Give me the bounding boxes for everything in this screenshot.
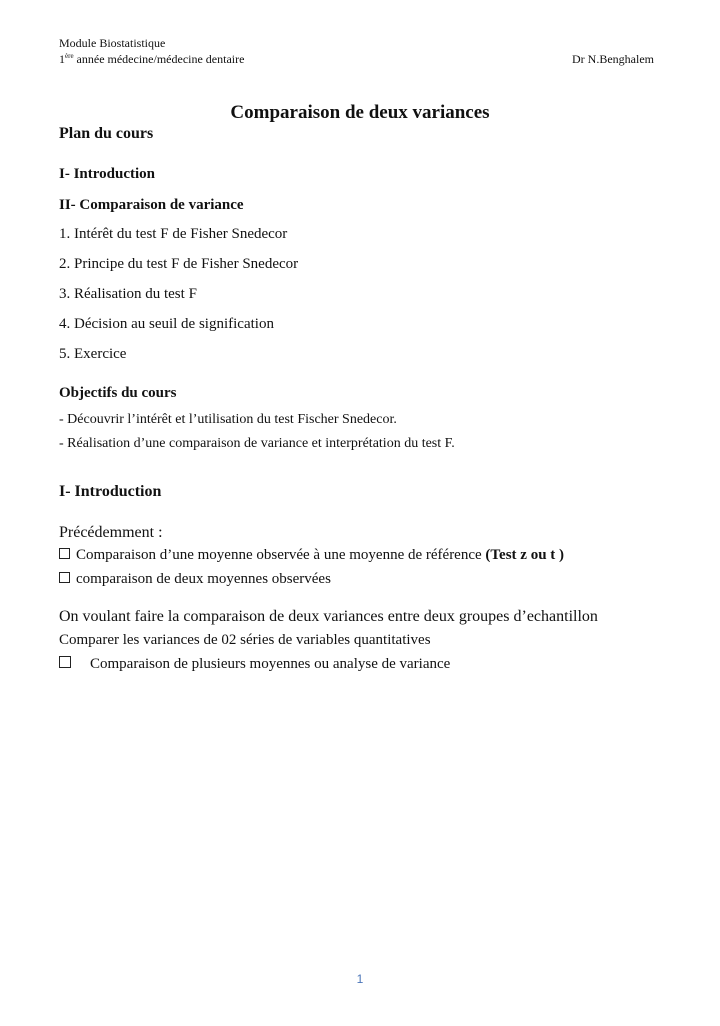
plan-item-4: 4. Décision au seuil de signification — [59, 316, 274, 332]
intro-paragraph-line-1: On voulant faire la comparaison de deux variances entre deux groupes d’echantillon — [59, 608, 598, 625]
introduction-heading: I- Introduction — [59, 483, 162, 500]
checkbox-icon — [59, 656, 71, 668]
intro-bullet-2 — [59, 570, 331, 588]
header-year-superscript: ère — [65, 52, 74, 60]
objectifs-heading: Objectifs du cours — [59, 385, 177, 401]
objectif-item-1: - Découvrir l’intérêt et l’utilisation du test Fischer Snedecor. — [59, 412, 397, 427]
header-year-rest: année médecine/médecine dentaire — [73, 52, 245, 66]
previously-text: Précédemment : — [59, 524, 163, 541]
plan-item-5: 5. Exercice — [59, 346, 127, 362]
page-number: 1 — [356, 972, 364, 986]
intro-bullet-1 — [59, 546, 564, 564]
checkbox-icon — [59, 548, 70, 559]
header-module: Module Biostatistique — [59, 36, 166, 50]
header-year-number: 1 — [59, 52, 65, 66]
plan-section-comparaison: II- Comparaison de variance — [59, 197, 244, 213]
plan-heading: Plan du cours — [59, 125, 154, 142]
objectif-item-2: - Réalisation d’une comparaison de variance et interprétation du test F. — [59, 436, 455, 451]
plan-item-3: 3. Réalisation du test F — [59, 286, 197, 302]
intro-bullet-3 — [59, 655, 450, 673]
checkbox-icon — [59, 572, 70, 583]
header-year — [59, 52, 244, 67]
plan-item-2: 2. Principe du test F de Fisher Snedecor — [59, 256, 299, 272]
intro-bullet-2-text: comparaison de deux moyennes observées — [76, 571, 331, 587]
intro-bullet-1-bold: (Test z ou t ) — [485, 547, 565, 563]
intro-paragraph-line-2: Comparer les variances de 02 séries de variables quantitatives — [59, 632, 431, 648]
document-title: Comparaison de deux variances — [230, 102, 490, 123]
intro-bullet-1-text: Comparaison d’une moyenne observée à une moyenne de référence — [76, 547, 486, 563]
header-author: Dr N.Benghalem — [572, 52, 654, 66]
intro-bullet-3-text: Comparaison de plusieurs moyennes ou analyse de variance — [90, 656, 451, 672]
plan-section-introduction: I- Introduction — [59, 166, 155, 182]
plan-item-1: 1. Intérêt du test F de Fisher Snedecor — [59, 226, 288, 242]
